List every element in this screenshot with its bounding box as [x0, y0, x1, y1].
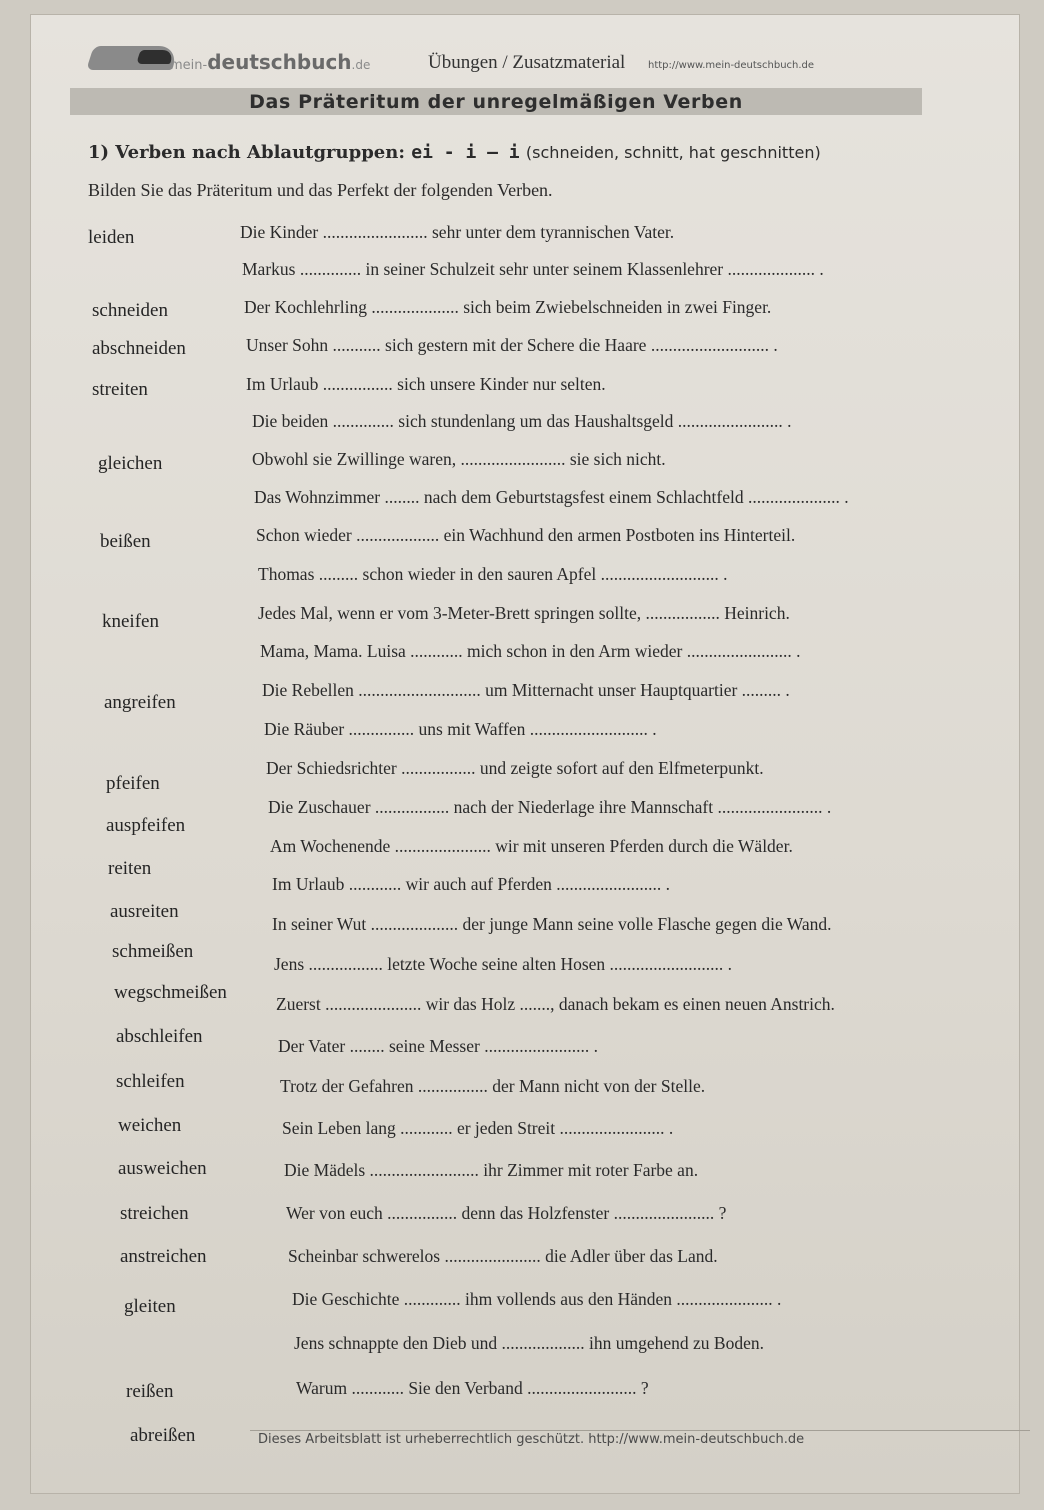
verb-label: angreifen [104, 692, 176, 713]
title-bar [70, 88, 922, 115]
exercise-sentence: Im Urlaub ............ wir auch auf Pferden ........................ . [272, 874, 671, 894]
exercise-sentence: Am Wochenende ...................... wir mit unseren Pferden durch die Wälder. [270, 836, 793, 856]
verb-label: anstreichen [120, 1246, 207, 1267]
exercise-sentence: Das Wohnzimmer ........ nach dem Geburtstagsfest einem Schlachtfeld ..................... . [254, 487, 849, 507]
verb-label: streichen [120, 1203, 189, 1224]
verb-label: weichen [118, 1115, 182, 1136]
verb-label: wegschmeißen [114, 982, 227, 1003]
instruction: Bilden Sie das Präteritum und das Perfekt der folgenden Verben. [88, 180, 553, 200]
exercise-sentence: Der Schiedsrichter ................. und zeigte sofort auf den Elfmeterpunkt. [266, 758, 764, 778]
verb-label: ausreiten [110, 901, 179, 922]
site-logo: mein-deutschbuch.de [170, 50, 371, 74]
exercise-sentence: Der Vater ........ seine Messer ........................ . [278, 1036, 598, 1056]
exercise-sentence: Wer von euch ................ denn das Holzfenster ....................... ? [286, 1203, 727, 1223]
exercise-sentence: Die beiden .............. sich stundenlang um das Haushaltsgeld ........................ . [252, 411, 792, 431]
verb-label: streiten [92, 379, 148, 400]
exercise-sentence: Thomas ......... schon wieder in den sauren Apfel ........................... . [258, 564, 728, 584]
page-header [70, 40, 930, 80]
verb-label: gleichen [98, 453, 163, 474]
verb-label: gleiten [124, 1296, 176, 1317]
verb-label: leiden [88, 227, 135, 248]
exercise-sentence: Im Urlaub ................ sich unsere Kinder nur selten. [246, 374, 606, 394]
exercise-sentence: Unser Sohn ........... sich gestern mit der Schere die Haare ........................... . [246, 335, 778, 355]
verb-label: schleifen [116, 1071, 185, 1092]
exercise-sentence: Die Kinder ........................ sehr unter dem tyrannischen Vater. [240, 222, 675, 242]
header-category: Übungen / Zusatzmaterial [428, 52, 626, 73]
exercise-sentence: Sein Leben lang ............ er jeden Streit ........................ . [282, 1118, 674, 1138]
verb-label: reiten [108, 858, 152, 879]
verb-label: abreißen [130, 1425, 196, 1446]
verb-label: abschleifen [116, 1026, 203, 1047]
exercise-sentence: In seiner Wut .................... der junge Mann seine volle Flasche gegen die Wand. [272, 914, 832, 934]
ablaut-pattern: ei - i – i [411, 142, 520, 163]
exercise-sentence: Jedes Mal, wenn er vom 3-Meter-Brett springen sollte, ................. Heinrich. [258, 603, 790, 623]
verb-label: schneiden [92, 300, 168, 321]
exercise-sentence: Mama, Mama. Luisa ............ mich schon in den Arm wieder ........................ . [260, 641, 801, 661]
exercise-sentence: Trotz der Gefahren ................ der Mann nicht von der Stelle. [280, 1076, 706, 1096]
exercise-sentence: Warum ............ Sie den Verband ......................... ? [296, 1378, 649, 1398]
ablaut-example: (schneiden, schnitt, hat geschnitten) [525, 143, 821, 162]
verb-label: schmeißen [112, 941, 194, 962]
verb-label: auspfeifen [106, 815, 186, 836]
exercise-sentence: Zuerst ...................... wir das Holz ......., danach bekam es einen neuen Anstrich. [276, 994, 835, 1014]
verb-label: beißen [100, 531, 151, 552]
exercise-sentence: Die Mädels ......................... ihr Zimmer mit roter Farbe an. [284, 1160, 699, 1180]
exercise-sentence: Die Rebellen ............................ um Mitternacht unser Hauptquartier ......... . [262, 680, 790, 700]
verb-label: kneifen [102, 611, 159, 632]
exercise-sentence: Die Zuschauer ................. nach der Niederlage ihre Mannschaft ........................ . [268, 797, 832, 817]
verb-label: ausweichen [118, 1158, 207, 1179]
exercise-sentence: Obwohl sie Zwillinge waren, ........................ sie sich nicht. [252, 449, 666, 469]
verb-label: reißen [126, 1381, 174, 1402]
exercise-sentence: Jens schnappte den Dieb und ................... ihn umgehend zu Boden. [294, 1333, 764, 1353]
page-title: Das Präteritum der unregelmäßigen Verben [249, 91, 743, 113]
exercise-sentence: Markus .............. in seiner Schulzeit sehr unter seinem Klassenlehrer .................... . [242, 259, 824, 279]
section-heading: 1) Verben nach Ablautgruppen: ei - i – i (schneiden, schnitt, hat geschnitten) [88, 142, 821, 163]
exercise-sentence: Der Kochlehrling .................... sich beim Zwiebelschneiden in zwei Finger. [244, 297, 772, 317]
footer-divider [250, 1430, 1030, 1431]
exercise-sentence: Die Geschichte ............. ihm vollends aus den Händen ...................... . [292, 1289, 782, 1309]
exercise-sentence: Schon wieder ................... ein Wachhund den armen Postboten ins Hinterteil. [256, 525, 796, 545]
verb-label: pfeifen [106, 773, 160, 794]
book-logo-icon [86, 46, 180, 70]
copyright-footer: Dieses Arbeitsblatt ist urheberrechtlich geschützt. http://www.mein-deutschbuch.de [258, 1432, 805, 1447]
exercise-sentence: Jens ................. letzte Woche seine alten Hosen .......................... . [274, 954, 733, 974]
exercise-sentence: Scheinbar schwerelos ...................... die Adler über das Land. [288, 1246, 718, 1266]
header-url: http://www.mein-deutschbuch.de [648, 60, 815, 71]
exercise-sentence: Die Räuber ............... uns mit Waffen ........................... . [264, 719, 657, 739]
verb-label: abschneiden [92, 338, 186, 359]
